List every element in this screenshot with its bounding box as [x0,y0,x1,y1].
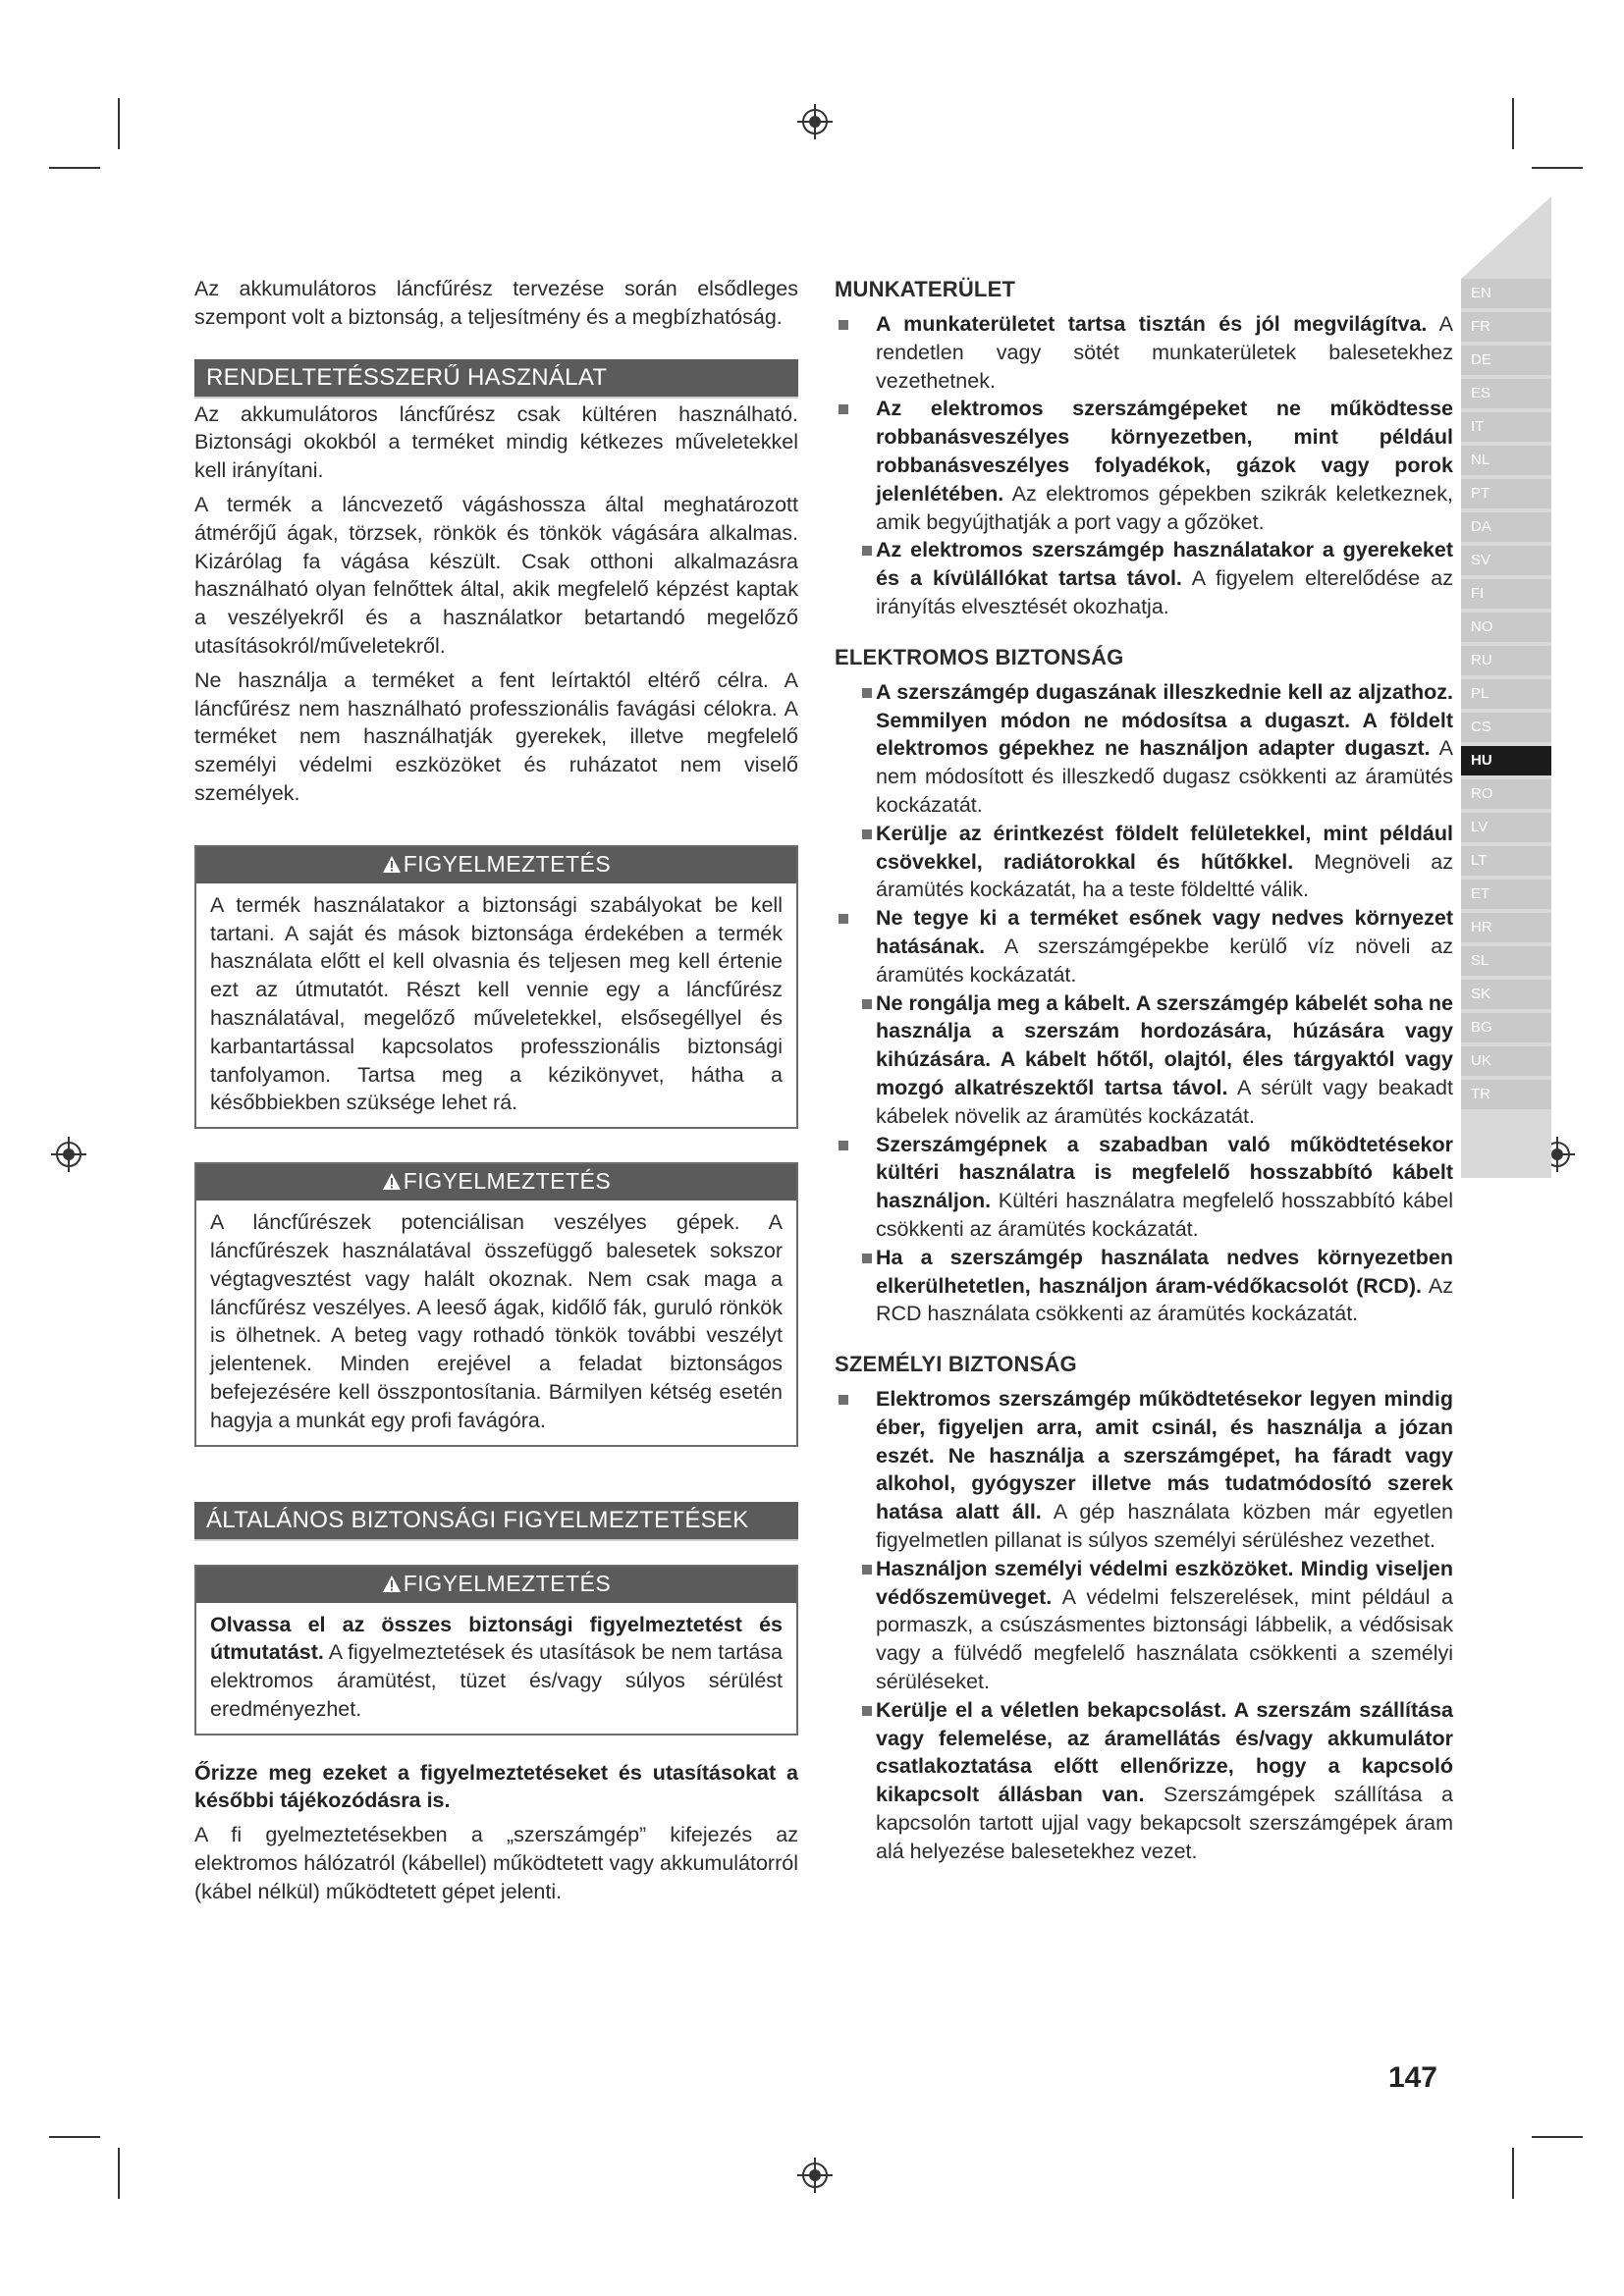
list-item: Elektromos szerszámgép működtetésekor legyen mindig éber, figyeljen arra, amit csinál, és használja a józan eszét. Ne használja a szerszámgépet, ha fáradt vagy alkohol, gyógyszer illetve más tudatmódosító szerek hatása alatt áll. A gép használata közben már egyetlen figyelmetlen pillanat is súlyos személyi sérüléshez vezethet. [835,1385,1453,1555]
intro-paragraph: Az akkumulátoros láncfűrész tervezése során elsődleges szempont volt a biztonság, a teljesítmény és a megbízhatóság. [194,277,798,329]
warning-text-2: A láncfűrészek potenciálisan veszélyes gépek. A láncfűrészek használatával összefüggő balesetek sokszor végtagvesztést vagy halált okoznak. Nem csak maga a láncfűrész veszélyes. A leeső ágak, kidőlő fák, guruló rönkök is ölhetnek. A beteg vagy rothadó tönkök további veszélyt jelentenek. Minden erejével a feladat biztonságos befejezésére kell összpontosítania. Bármilyen kétség esetén hagyja a munkát egy profi favágóra. [210,1210,783,1432]
list-item: Kerülje az érintkezést földelt felületekkel, mint például csövekkel, radiátorokkal és hűtőkkel. Megnöveli az áramütés kockázatát, ha a teste földeltté válik. [835,820,1453,904]
language-tab-pl[interactable]: PL [1461,679,1551,709]
list-item: A szerszámgép dugaszának illeszkednie kell az aljzathoz. Semmilyen módon ne módosítsa a dugaszt. A földelt elektromos gépekhez ne használjon adapter dugaszt. A nem módosított és illeszkedő dugasz csökkenti az áramütés kockázatát. [835,678,1453,820]
registration-mark-icon [51,1137,86,1172]
language-tab-en[interactable]: EN [1461,279,1551,308]
language-tab-da[interactable]: DA [1461,512,1551,542]
warning-box-2 [194,1162,798,1446]
personal-safety-list [835,1385,1453,1866]
registration-mark-icon [797,2158,833,2193]
language-tab-es[interactable]: ES [1461,379,1551,408]
right-column [835,275,1453,1866]
crop-mark [1532,2136,1583,2138]
language-tab-de[interactable]: DE [1461,346,1551,375]
heading-work-area: MUNKATERÜLET [835,277,1016,301]
warning-triangle-icon [382,1570,402,1603]
registration-mark-icon [797,104,833,139]
list-item: Használjon személyi védelmi eszközöket. Mindig viseljen védőszemüveget. A védelmi felszerelések, mint például a pormaszk, a csúszásmentes biztonsági lábbelik, a védősisak vagy a fülvédő megfelelő használata csökkenti a személyi sérüléseket. [835,1555,1453,1696]
crop-mark [49,167,100,169]
language-tab-hu[interactable]: HU [1461,746,1551,775]
language-tab-sv[interactable]: SV [1461,546,1551,575]
warning-text-1: A termék használatakor a biztonsági szabályokat be kell tartani. A saját és mások biztonsága érdekében a termék használata előtt el kell olvasnia és teljesen meg kell értenie ezt az útmutatót. Részt kell vennie egy a láncfűrész használatával, megelőző műveletekkel, elsősegéllyel és karbantartással kapcsolatos professzionális biztonsági tanfolyamon. Tartsa meg a kézikönyvet, hátha a későbbiekben szüksége lehet rá. [210,892,783,1115]
crop-mark [49,2136,100,2138]
intended-use-p3: Ne használja a terméket a fent leírtaktól eltérő célra. A láncfűrész nem használható professzionális favágási célokra. A terméket nem használhatják gyerekek, illetve megfelelő személyi védelmi eszközöket és ruházatot nem viselő személyek. [194,667,798,805]
language-tab-uk[interactable]: UK [1461,1046,1551,1076]
page-number: 147 [1387,2061,1437,2094]
warning-triangle-icon [382,1167,402,1201]
language-tab-fi[interactable]: FI [1461,579,1551,609]
warning-triangle-icon [382,850,402,883]
language-tab-lt[interactable]: LT [1461,846,1551,876]
list-item: Szerszámgépnek a szabadban való működtetésekor kültéri használatra is megfelelő hosszabbító kábelt használjon. Kültéri használatra megfelelő hosszabbító kábel csökkenti az áramütés kockázatát. [835,1131,1453,1244]
language-tab-ru[interactable]: RU [1461,646,1551,675]
list-item: Ne rongálja meg a kábelt. A szerszámgép kábelét soha ne használja a szerszám hordozására, húzására vagy kihúzására. A kábelt hőtől, olajtól, éles tárgyaktól vagy mozgó alkatrészektől tartsa távol. A sérült vagy beakadt kábelek növelik az áramütés kockázatát. [835,989,1453,1131]
crop-mark [1512,2148,1514,2199]
definition-paragraph: A fi gyelmeztetésekben a „szerszámgép” kifejezés az elektromos hálózatról (kábellel) működtetett vagy akkumulátorról (kábel nélkül) működtetett gépet jelenti. [194,1823,798,1903]
electrical-safety-list [835,678,1453,1328]
list-item: Kerülje el a véletlen bekapcsolást. A szerszám szállítása vagy felemelése, az áramellátás és/vagy akkumulátor csatlakoztatása előtt ellenőrizze, hogy a kapcsoló kikapcsolt állásban van. Szerszámgépek szállítása a kapcsolón tartott ujjal vagy bekapcsolt szerszámgépek áram alá helyezése balesetekhez vezet. [835,1696,1453,1866]
language-tab-pt[interactable]: PT [1461,479,1551,508]
section-heading-general-safety: ÁLTALÁNOS BIZTONSÁGI FIGYELMEZTETÉSEK [194,1502,798,1541]
warning-label: FIGYELMEZTETÉS [403,1168,612,1195]
crop-mark [1532,167,1583,169]
intended-use-p2: A termék a láncvezető vágáshossza által meghatározott átmérőjű ágak, törzsek, rönkök és tönkök vágására alkalmas. Kizárólag fa vágása készült. Csak otthoni alkalmazásra használható olyan felnőttek által, akik megfelelő képzést kaptak a veszélyekről és a használatkor betartandó megelőző utasításokról/műveletekről. [194,492,798,658]
language-tab-no[interactable]: NO [1461,613,1551,642]
list-item: Az elektromos szerszámgép használatakor a gyerekeket és a kívülállókat tartsa távol. A figyelem elterelődése az irányítás elvesztését okozhatja. [835,536,1453,620]
work-area-list [835,310,1453,621]
language-tab-sl[interactable]: SL [1461,946,1551,976]
language-tab-fr[interactable]: FR [1461,312,1551,342]
warning-box-3 [194,1565,798,1735]
warning-3-bold: Olvassa el az összes biztonsági figyelmeztetést és útmutatást. [210,1612,783,1665]
left-column [194,275,798,1906]
heading-personal-safety: SZEMÉLYI BIZTONSÁG [835,1352,1077,1377]
heading-electrical-safety: ELEKTROMOS BIZTONSÁG [835,644,1124,669]
crop-mark [1512,98,1514,149]
crop-mark [118,2148,120,2199]
list-item: Az elektromos szerszámgépeket ne működtesse robbanásveszélyes környezetben, mint például robbanásveszélyes folyadékok, gázok vagy porok jelenlétében. Az elektromos gépekben szikrák keletkeznek, amik begyújthatják a port vagy a gőzöket. [835,395,1453,536]
language-tab-bg[interactable]: BG [1461,1013,1551,1042]
list-item: Ne tegye ki a terméket esőnek vagy nedves környezet hatásának. A szerszámgépekbe kerülő víz növeli az áramütés kockázatát. [835,904,1453,988]
language-tab-lv[interactable]: LV [1461,813,1551,842]
language-tab-tr[interactable]: TR [1461,1080,1551,1109]
warning-3-rest: A figyelmeztetések és utasítások be nem tartása elektromos áramütést, tüzet és/vagy súlyos sérülést eredményezhet. [210,1640,783,1721]
language-tab-et[interactable]: ET [1461,880,1551,909]
language-tab-it[interactable]: IT [1461,412,1551,442]
language-tabs [1461,279,1551,1113]
list-item: Ha a szerszámgép használata nedves környezetben elkerülhetetlen, használjon áram-védőkacsolót (RCD). Az RCD használata csökkenti az áramütés kockázatát. [835,1244,1453,1328]
list-item: A munkaterületet tartsa tisztán és jól megvilágítva. A rendetlen vagy sötét munkaterületek balesetekhez vezethetnek. [835,310,1453,395]
warning-label: FIGYELMEZTETÉS [403,850,612,877]
intended-use-p1: Az akkumulátoros láncfűrész csak kültéren használható. Biztonsági okokból a terméket mindig kétkezes műveletekkel kell irányítani. [194,401,798,483]
keep-instructions: Őrizze meg ezeket a figyelmeztetéseket és utasításokat a későbbi tájékozódásra is. [194,1760,798,1813]
language-tab-hr[interactable]: HR [1461,913,1551,942]
section-heading-intended-use: RENDELTETÉSSZERŰ HASZNÁLAT [194,359,798,399]
language-tab-nl[interactable]: NL [1461,446,1551,475]
crop-mark [118,98,120,149]
language-tab-sk[interactable]: SK [1461,980,1551,1009]
language-tab-ro[interactable]: RO [1461,779,1551,809]
language-tab-cs[interactable]: CS [1461,713,1551,742]
warning-box-1 [194,845,798,1129]
warning-label: FIGYELMEZTETÉS [403,1570,612,1596]
